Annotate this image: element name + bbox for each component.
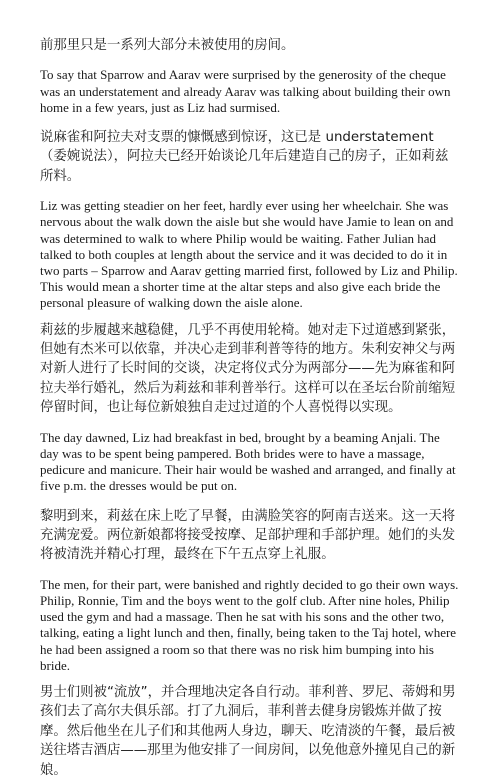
paragraph-zh-5: 男士们则被“流放”，并合理地决定各自行动。菲利普、罗尼、蒂姆和男孩们去了高尔夫俱乐部。打了九洞后，菲利普去健身房锻炼并做了按摩。然后他坐在儿子们和其他两人身边，聊天、吃清淡的午餐，最后被送往塔吉酒店——那里为他安排了一间房间，以免他意外撞见自己的新娘。	[40, 684, 456, 778]
paragraph-en-1: To say that Sparrow and Aarav were surprised by the generosity of the cheque was an understatement and already Aarav was talking about building their own home in a few years, just as Liz had surmised.	[40, 67, 451, 115]
paragraph-zh-1: 前那里只是一系列大部分未被使用的房间。	[40, 38, 295, 53]
paragraph-zh-2: 说麻雀和阿拉夫对支票的慷慨感到惊讶，这已是 understatement（委婉说法），阿拉夫已经开始谈论几年后建造自己的房子，正如莉兹所料。	[40, 130, 449, 184]
paragraph-zh-3: 莉兹的步履越来越稳健，几乎不再使用轮椅。她对走下过道感到紧张，但她有杰米可以依靠，并决心走到菲利普等待的地方。朱利安神父与两对新人进行了长时间的交谈，决定将仪式分为两部分——先为麻雀和阿拉夫举行婚礼，然后为莉兹和菲利普举行。这样可以在圣坛台阶前缩短停留时间，也让每位新娘独自走过过道的个人喜悦得以实现。	[40, 322, 456, 416]
paragraph-en-3: The day dawned, Liz had breakfast in bed, brought by a beaming Anjali. The day was to be spent being pampered. Both brides were to have a massage, pedicure and manicure. Their hair would be washed and arranged, and finally at five p.m. the dresses would be put on.	[40, 429, 456, 494]
paragraph-en-4: The men, for their part, were banished and rightly decided to go their own ways. Philip, Ronnie, Tim and the boys went to the golf club. After nine holes, Philip used the gym and had a massage. Then he sat with his sons and the other two, talking, eating a light lunch and then, finally, being taken to the Taj hotel, where he had been assigned a room so that there was no risk him bumping into his bride.	[40, 576, 459, 673]
paragraph-zh-4: 黎明到来，莉兹在床上吃了早餐，由满脸笑容的阿南吉送来。这一天将充满宠爱。两位新娘都将接受按摩、足部护理和手部护理。她们的头发将被清洗并精心打理，最终在下午五点穿上礼服。	[40, 508, 456, 563]
paragraph-en-2: Liz was getting steadier on her feet, hardly ever using her wheelchair. She was nervous about the walk down the aisle but she would have Jamie to lean on and was determined to walk to where Philip would be waiting. Father Julian had talked to both couples at length about the service and it was decided to do it in two parts – Sparrow and Aarav getting married first, followed by Liz and Philip. This would mean a shorter time at the altar steps and also give each bride the personal pleasure of walking down the aisle alone.	[40, 198, 458, 311]
